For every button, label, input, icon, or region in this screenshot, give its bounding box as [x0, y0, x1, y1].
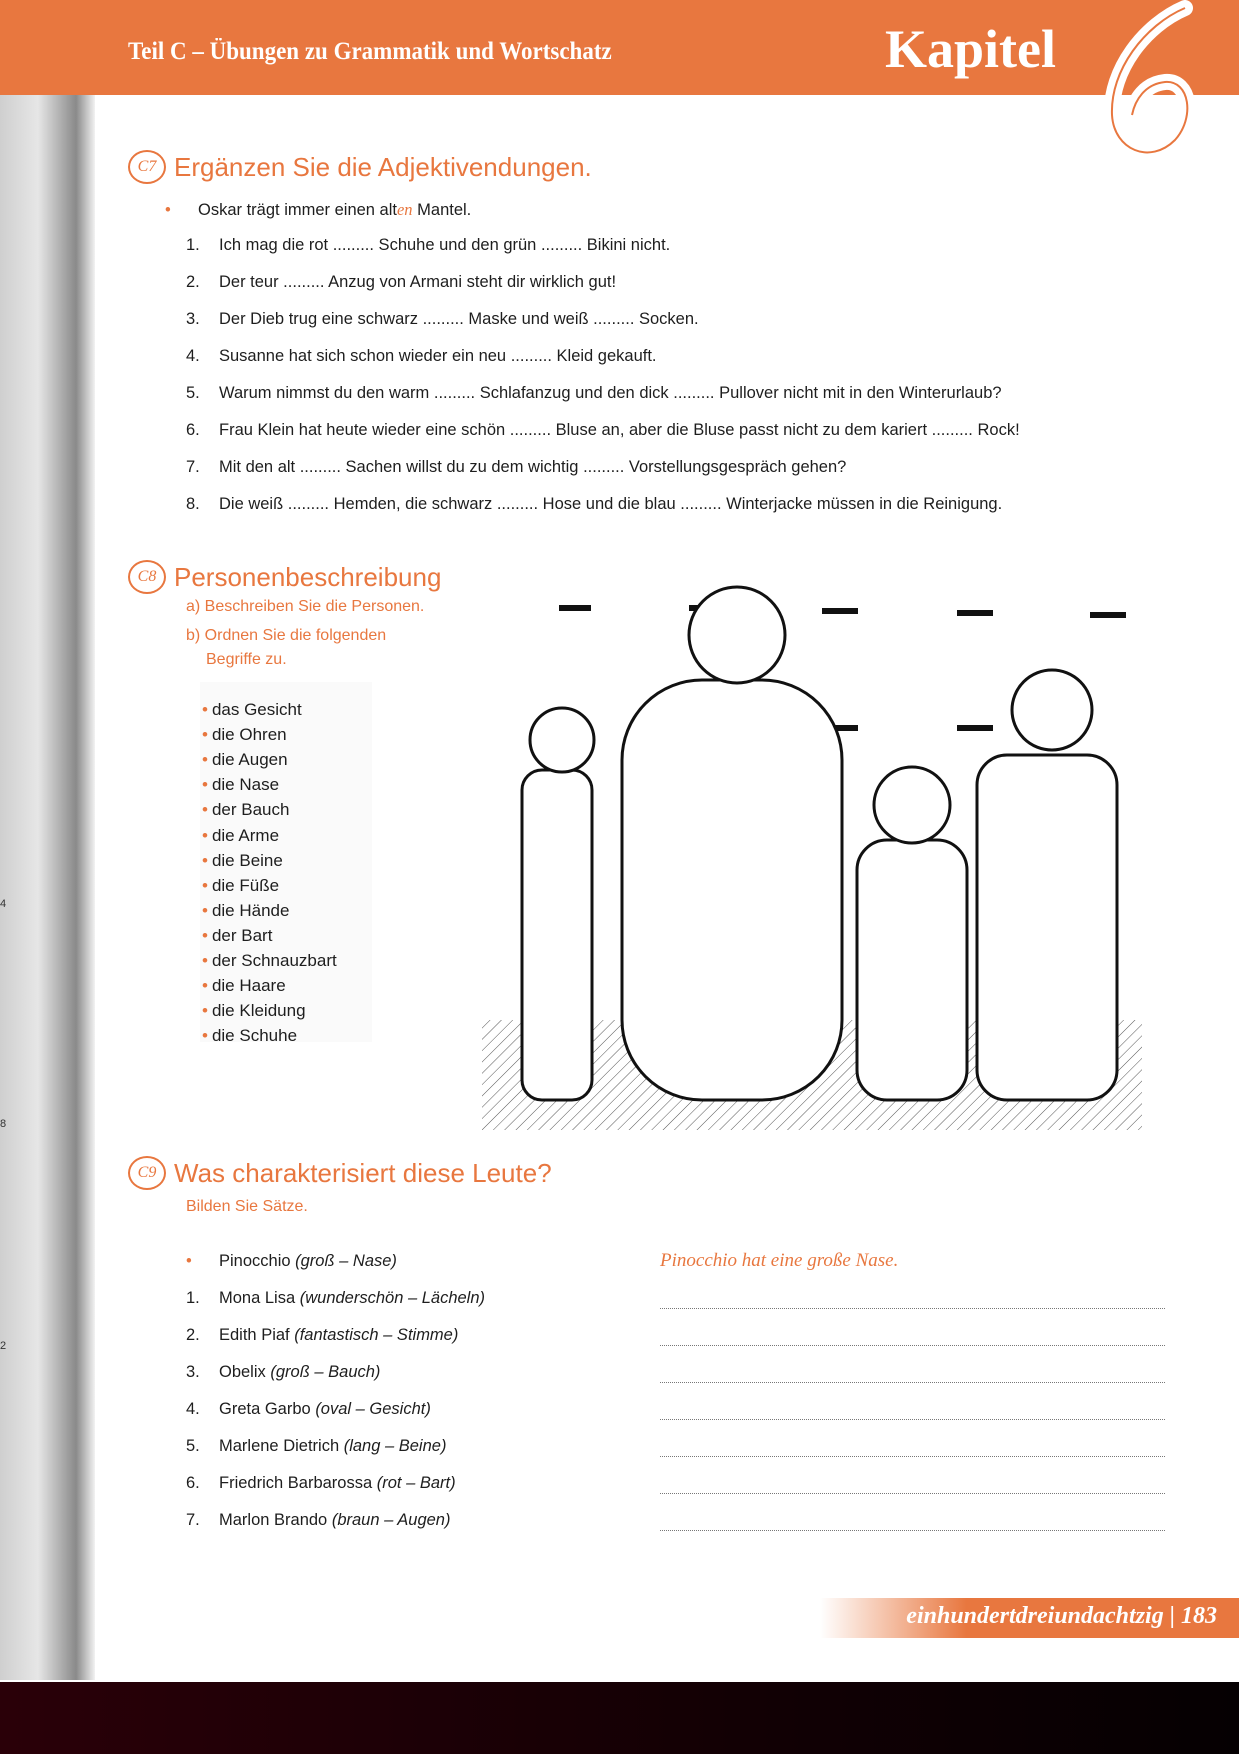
item-name: Mona Lisa — [219, 1289, 296, 1307]
c7-title: Ergänzen Sie die Adjektivendungen. — [174, 151, 592, 182]
bullet: • — [165, 201, 171, 219]
c9-item — [186, 1474, 456, 1493]
margin-mark: 8 — [0, 1118, 7, 1130]
example-hint: (groß – Nase) — [295, 1252, 397, 1270]
word-text: die Kleidung — [211, 1001, 306, 1021]
c9-badge: C9 — [128, 1156, 166, 1190]
word-item — [202, 826, 279, 846]
word-item — [202, 901, 289, 921]
c7-item — [186, 347, 657, 366]
word-item — [202, 951, 337, 971]
item-text: Der teur ......... Anzug von Armani steht dir wirklich gut! — [219, 273, 617, 291]
answer-line[interactable] — [660, 1344, 1165, 1346]
c8-task-b-cont: Begriffe zu. — [206, 651, 287, 668]
item-hint: (fantastisch – Stimme) — [294, 1326, 459, 1344]
word-text: die Beine — [211, 850, 283, 870]
word-item — [202, 750, 288, 770]
word-text: die Hände — [211, 900, 290, 920]
item-number: 1. — [186, 1289, 200, 1307]
word-text: die Ohren — [211, 725, 287, 745]
c9-item — [186, 1326, 458, 1345]
chapter-label: Kapitel — [885, 19, 1056, 79]
cartoon-lineup-illustration — [482, 530, 1142, 1130]
item-name: Marlon Brando — [219, 1511, 328, 1529]
bullet: • — [202, 1001, 208, 1021]
c9-title: Was charakterisiert diese Leute? — [174, 1157, 552, 1188]
word-text: der Schnauzbart — [211, 951, 337, 970]
c9-item — [186, 1400, 431, 1419]
word-item — [202, 775, 279, 795]
margin-mark: 2 — [0, 1340, 7, 1352]
word-text: der Bauch — [211, 800, 290, 820]
item-number: 7. — [186, 1511, 200, 1529]
item-number: 7. — [186, 458, 200, 476]
c8-badge: C8 — [128, 560, 166, 594]
bullet: • — [202, 875, 208, 895]
word-item — [202, 700, 302, 720]
bullet: • — [202, 925, 208, 945]
c7-badge: C7 — [128, 150, 166, 184]
c9-example-answer: Pinocchio hat eine große Nase. — [660, 1250, 899, 1271]
header-title: Teil C – Übungen zu Grammatik und Wortschatz — [128, 38, 612, 65]
item-number: 2. — [186, 1326, 200, 1344]
item-number: 5. — [186, 1437, 200, 1455]
item-name: Marlene Dietrich — [219, 1437, 340, 1455]
word-item — [202, 976, 286, 996]
bullet: • — [202, 976, 208, 996]
item-number: 3. — [186, 310, 200, 328]
bullet: • — [186, 1252, 192, 1270]
item-number: 2. — [186, 273, 200, 291]
separator: | — [1169, 1603, 1175, 1629]
c7-item — [186, 236, 670, 255]
c7-item — [186, 310, 699, 329]
answer-line[interactable] — [660, 1418, 1165, 1420]
c9-item — [186, 1363, 380, 1382]
word-item — [202, 876, 279, 896]
c9-subtitle: Bilden Sie Sätze. — [186, 1198, 308, 1215]
bullet: • — [202, 1026, 208, 1046]
item-number: 8. — [186, 495, 200, 513]
bullet: • — [202, 725, 208, 745]
c7-heading — [128, 150, 592, 184]
c8-task-b: b) Ordnen Sie die folgenden — [186, 627, 387, 644]
c7-item — [186, 421, 1020, 440]
c9-item — [186, 1437, 446, 1456]
item-hint: (rot – Bart) — [376, 1474, 456, 1492]
item-hint: (wunderschön – Lächeln) — [299, 1289, 486, 1307]
example-name: Pinocchio — [219, 1252, 291, 1270]
bullet: • — [202, 775, 208, 795]
c7-item — [186, 273, 616, 292]
item-name: Greta Garbo — [219, 1400, 311, 1418]
answer-line[interactable] — [660, 1492, 1165, 1494]
item-number: 5. — [186, 384, 200, 402]
item-name: Obelix — [219, 1363, 266, 1381]
word-text: die Augen — [211, 750, 288, 770]
example-text: Oskar trägt immer einen alt — [198, 201, 397, 219]
c7-item — [186, 458, 846, 477]
word-item — [202, 851, 283, 871]
bullet: • — [202, 825, 208, 845]
word-item — [202, 926, 272, 946]
c9-item — [186, 1289, 485, 1308]
item-number: 6. — [186, 1474, 200, 1492]
example-filled: en — [396, 200, 413, 219]
page-number-digits: 183 — [1181, 1603, 1217, 1629]
example-text-after: Mantel. — [412, 201, 472, 219]
c7-item — [186, 384, 1002, 403]
c9-example — [186, 1252, 397, 1271]
bullet: • — [202, 750, 208, 770]
c8-task-a: a) Beschreiben Sie die Personen. — [186, 598, 425, 615]
scan-background — [0, 1682, 1239, 1754]
item-number: 6. — [186, 421, 200, 439]
item-text: Frau Klein hat heute wieder eine schön ......... Bluse an, aber die Bluse passt nicht zu dem kariert ......... Rock! — [219, 421, 1020, 439]
item-text: Die weiß ......... Hemden, die schwarz ......... Hose und die blau ......... Winterjacke müssen in die Reinigung. — [219, 495, 1003, 513]
word-item — [202, 1026, 297, 1046]
item-hint: (lang – Beine) — [343, 1437, 447, 1455]
word-text: die Haare — [211, 976, 286, 996]
header-band — [0, 0, 1239, 95]
item-text: Ich mag die rot ......... Schuhe und den grün ......... Bikini nicht. — [219, 236, 671, 254]
word-text: die Arme — [211, 825, 280, 845]
bullet: • — [202, 900, 208, 920]
page-number-words: einhundertdreiundachtzig — [906, 1603, 1164, 1629]
item-text: Mit den alt ......... Sachen willst du zu dem wichtig ......... Vorstellungsgespräch gehen? — [219, 458, 847, 476]
c8-heading — [128, 560, 441, 594]
word-text: der Bart — [211, 925, 273, 945]
word-item — [202, 1001, 306, 1021]
word-text: die Füße — [211, 875, 280, 895]
page-footer — [820, 1598, 1239, 1638]
item-number: 1. — [186, 236, 200, 254]
item-hint: (groß – Bauch) — [270, 1363, 381, 1381]
answer-line[interactable] — [660, 1529, 1165, 1531]
item-text: Susanne hat sich schon wieder ein neu ......... Kleid gekauft. — [219, 347, 657, 365]
word-text: die Schuhe — [211, 1026, 298, 1046]
c7-example — [165, 200, 471, 220]
item-number: 3. — [186, 1363, 200, 1381]
item-text: Warum nimmst du den warm ......... Schlafanzug und den dick ......... Pullover nicht mit in den Winterurlaub? — [219, 384, 1002, 402]
bullet: • — [202, 850, 208, 870]
answer-line[interactable] — [660, 1455, 1165, 1457]
item-hint: (oval – Gesicht) — [315, 1400, 431, 1418]
item-hint: (braun – Augen) — [331, 1511, 451, 1529]
item-number: 4. — [186, 347, 200, 365]
bullet: • — [202, 951, 208, 970]
bullet: • — [202, 700, 208, 719]
bullet: • — [202, 800, 208, 820]
margin-mark: 4 — [0, 898, 7, 910]
book-spine — [0, 0, 95, 1680]
word-item — [202, 725, 287, 745]
word-item — [202, 800, 289, 820]
c8-title: Personenbeschreibung — [174, 561, 442, 592]
page-number — [906, 1603, 1217, 1630]
c9-heading — [128, 1156, 552, 1190]
item-name: Edith Piaf — [219, 1326, 290, 1344]
item-name: Friedrich Barbarossa — [219, 1474, 373, 1492]
answer-line[interactable] — [660, 1307, 1165, 1309]
c9-item — [186, 1511, 450, 1530]
answer-line[interactable] — [660, 1381, 1165, 1383]
word-text: das Gesicht — [211, 700, 302, 719]
chapter-number-six — [1090, 0, 1210, 170]
item-text: Der Dieb trug eine schwarz ......... Maske und weiß ......... Socken. — [219, 310, 699, 328]
c7-item — [186, 495, 1002, 514]
word-text: die Nase — [211, 775, 280, 795]
item-number: 4. — [186, 1400, 200, 1418]
